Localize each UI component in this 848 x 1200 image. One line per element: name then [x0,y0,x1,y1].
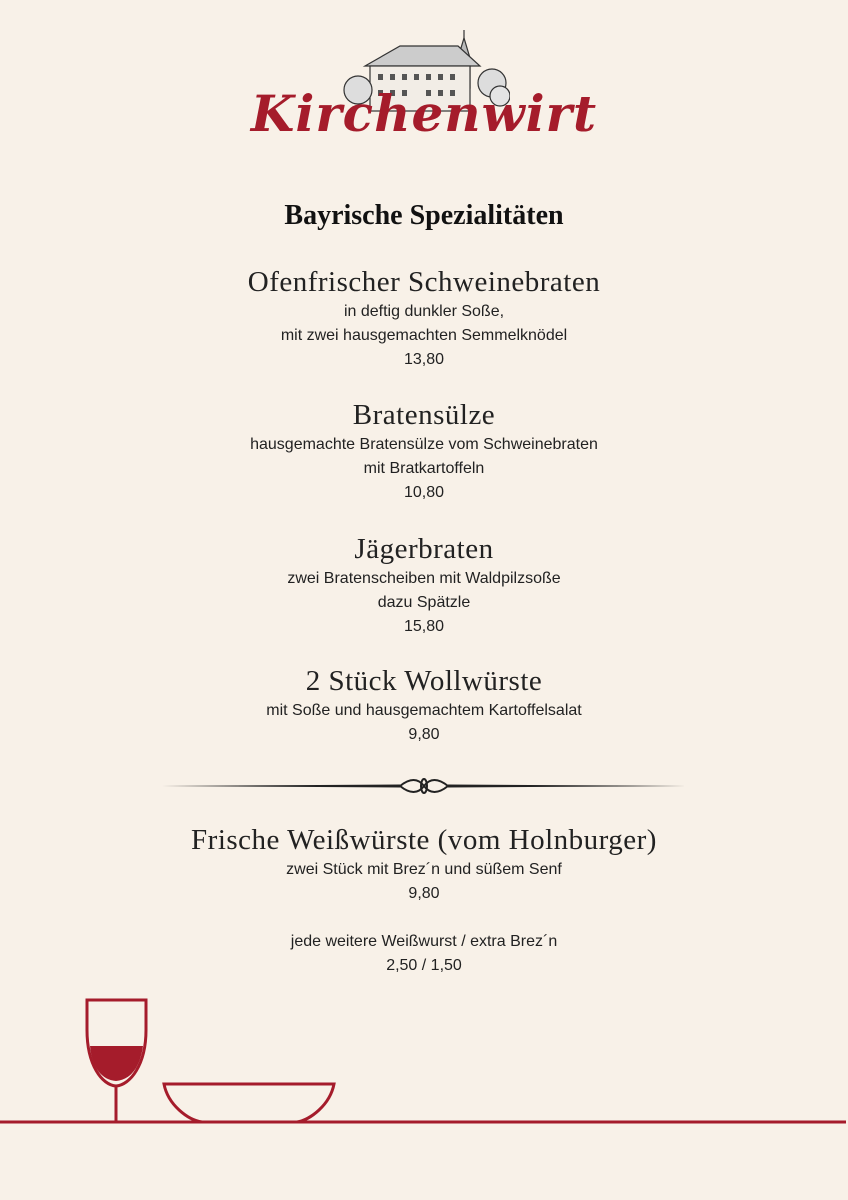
dish-item [0,264,848,372]
brand-title: Kirchenwirt [250,84,598,143]
dish-description: hausgemachte Bratensülze vom Schweinebraten [250,436,598,453]
dish-description: mit Soße und hausgemachtem Kartoffelsalat [266,702,582,719]
ornament-divider-icon [160,772,688,804]
dish-item [0,531,848,639]
section-title: Bayrische Spezialitäten [284,200,564,231]
dish-name: Ofenfrischer Schweinebraten [247,266,601,298]
dish-price: 13,80 [403,351,445,368]
extra-text: jede weitere Weißwurst / extra Brez´n [290,933,558,950]
dish-price: 10,80 [403,484,445,501]
dish-item [0,822,848,906]
dish-name: Bratensülze [352,399,496,431]
dish-name: Frische Weißwürste (vom Holnburger) [191,824,657,856]
dish-description: zwei Bratenscheiben mit Waldpilzsoße [287,570,561,587]
dish-description: mit zwei hausgemachten Semmelknödel [280,327,568,344]
dish-name: 2 Stück Wollwürste [305,665,543,697]
extra-item [0,930,848,978]
wine-glass-and-bowl-icon [0,990,848,1144]
dish-price: 9,80 [408,885,440,902]
dish-description: in deftig dunkler Soße, [343,303,505,320]
dish-description: mit Bratkartoffeln [363,460,485,477]
dish-price: 9,80 [408,726,440,743]
dish-description: zwei Stück mit Brez´n und süßem Senf [286,861,562,878]
dish-item [0,397,848,505]
dish-name: Jägerbraten [354,533,494,565]
extra-price: 2,50 / 1,50 [386,957,462,974]
dish-price: 15,80 [403,618,445,635]
dish-item [0,663,848,747]
dish-description: dazu Spätzle [377,594,471,611]
